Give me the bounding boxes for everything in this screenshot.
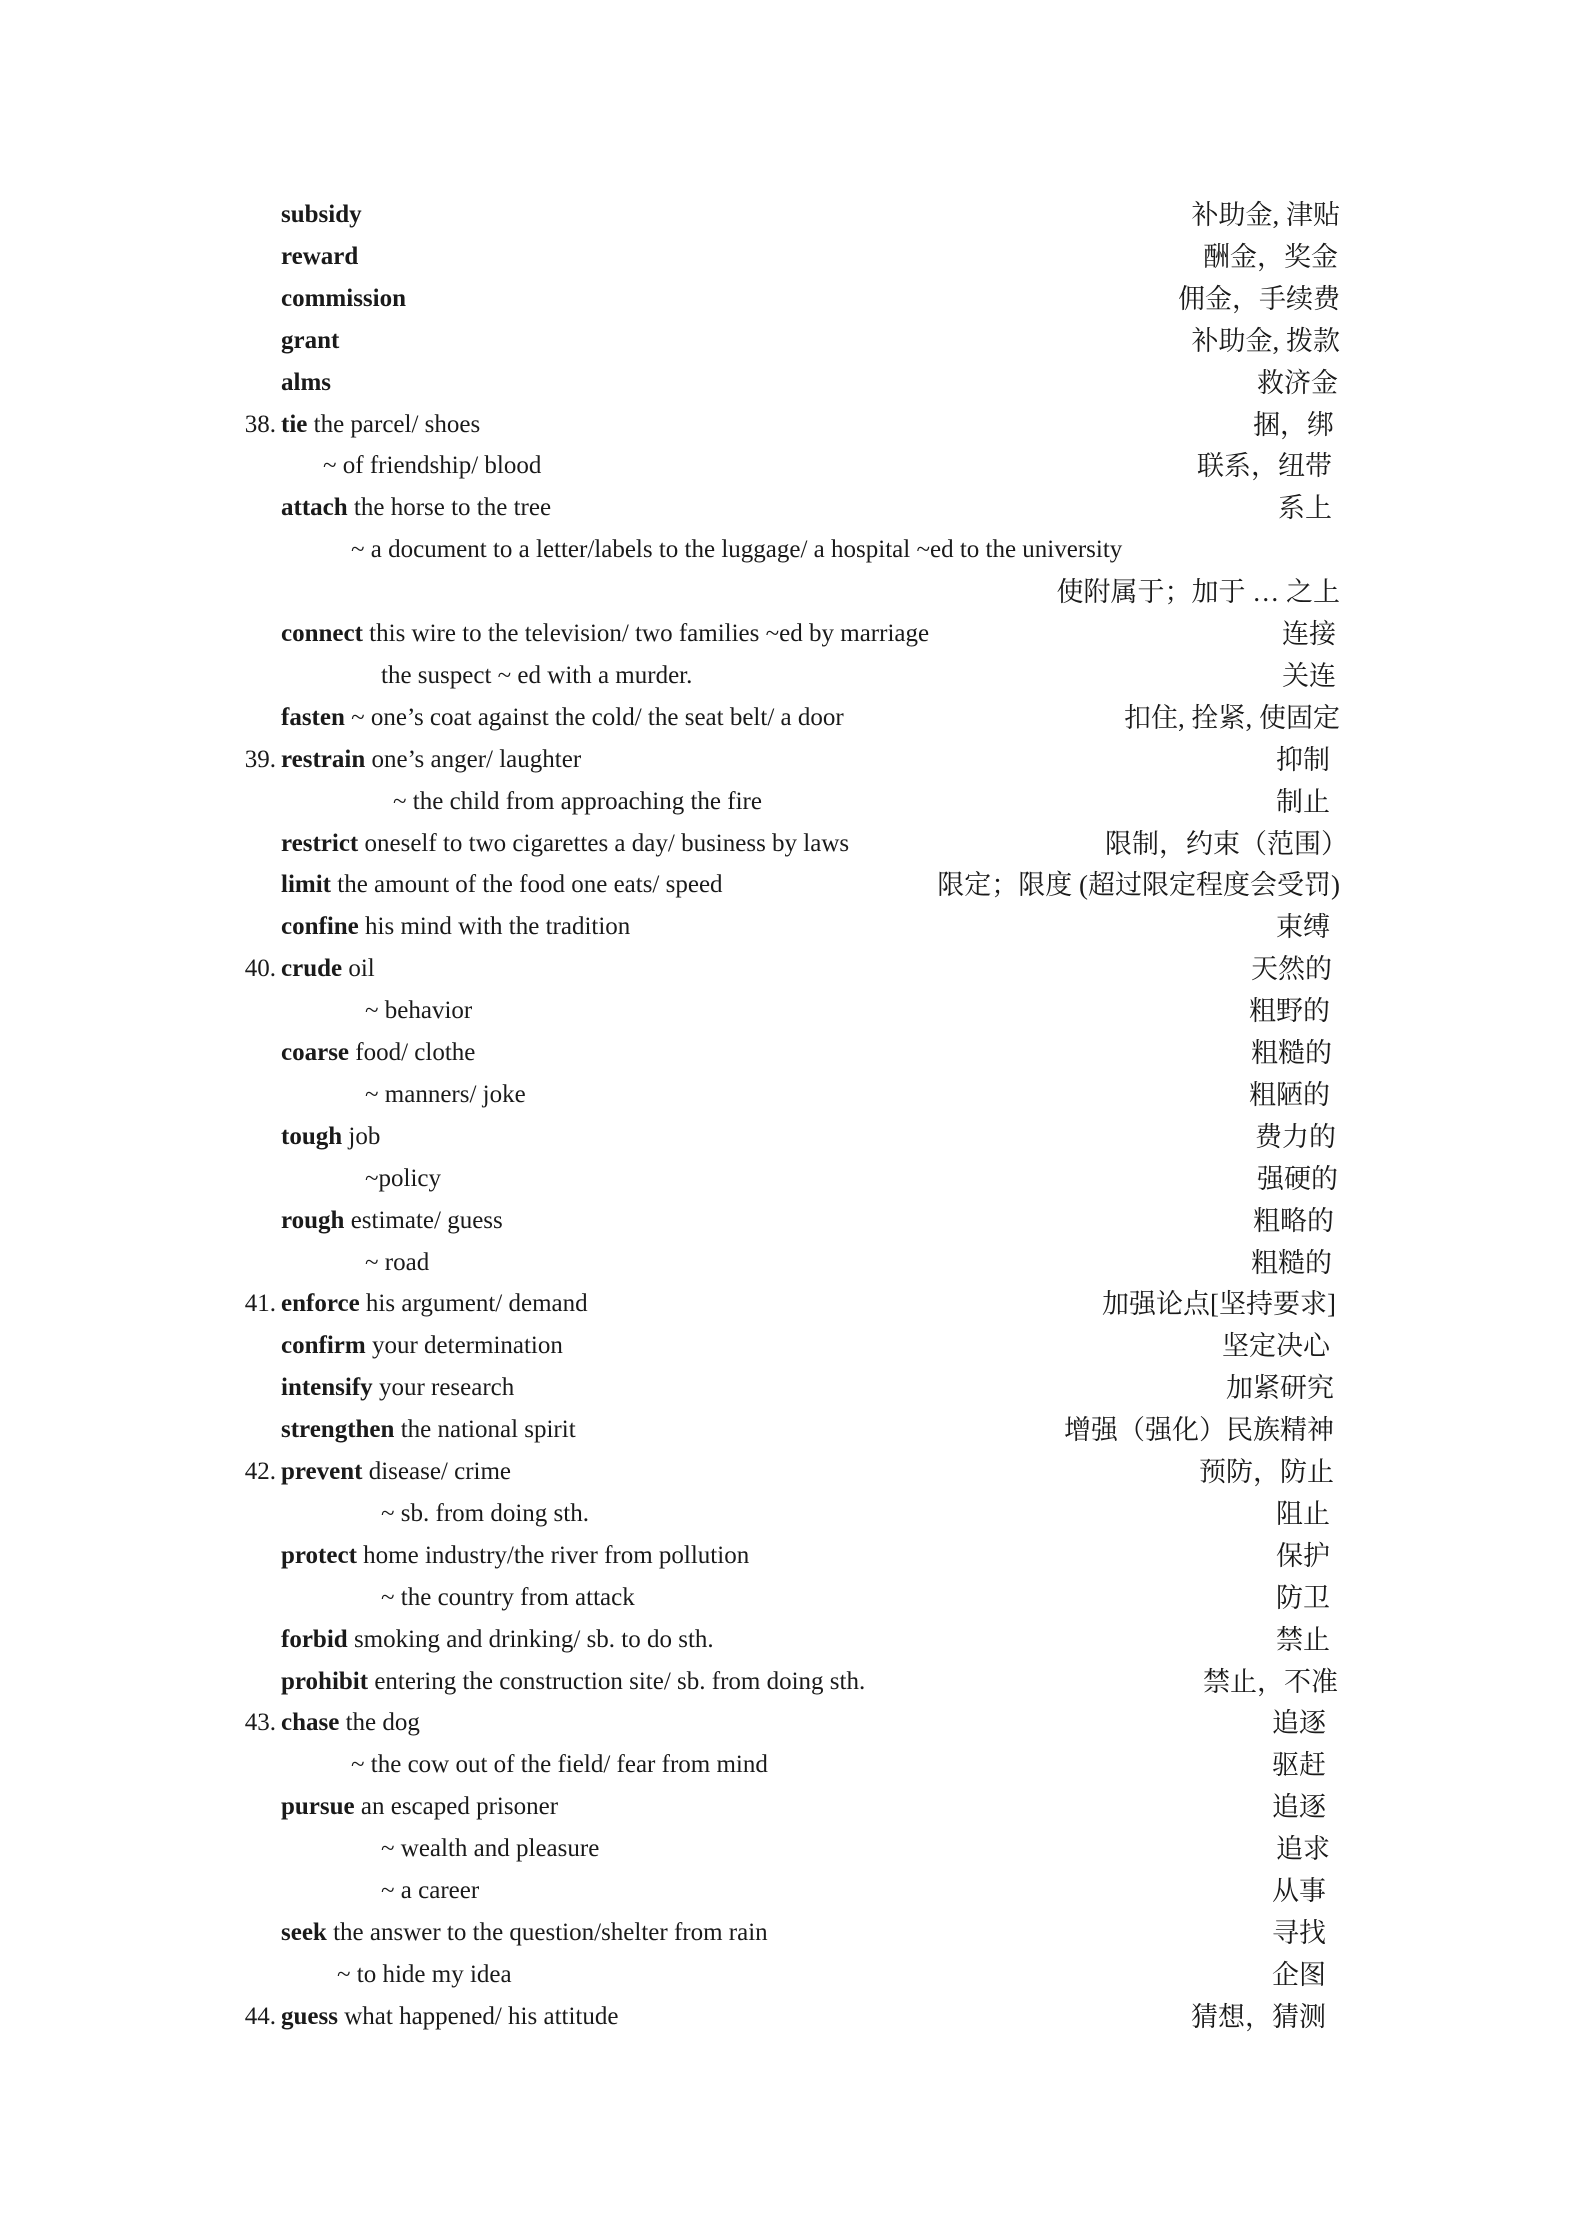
example-phrase: ~ a career <box>381 1877 480 1904</box>
entry-line <box>0 1283 1584 1325</box>
entry-line <box>0 613 1584 655</box>
entry-english <box>337 1954 512 1996</box>
example-phrase: ~ behavior <box>365 997 473 1025</box>
headword: restrain <box>281 745 366 773</box>
example-phrase: home industry/the river from pollution <box>356 1541 750 1569</box>
entry-english <box>281 404 480 446</box>
entry-line <box>0 990 1584 1032</box>
entry-chinese: 粗略的 <box>1253 1205 1334 1236</box>
example-phrase: ~ of friendship/ blood <box>323 452 542 480</box>
headword: limit <box>281 871 331 899</box>
entry-line <box>0 1116 1584 1158</box>
example-phrase: ~ sb. from doing sth. <box>381 1499 589 1527</box>
entry-english <box>281 1702 420 1744</box>
entry-line <box>0 1158 1584 1200</box>
entry-number: 38. <box>244 410 276 438</box>
entry-chinese: 阻止 <box>1276 1498 1330 1529</box>
entry-chinese: 增强（强化）民族精神 <box>1064 1415 1334 1446</box>
entry-english <box>381 1493 589 1535</box>
example-phrase: oil <box>342 955 375 983</box>
entry-line <box>0 739 1584 781</box>
entry-chinese: 防卫 <box>1276 1582 1330 1613</box>
example-phrase: what happened/ his attitude <box>337 2002 619 2030</box>
entry-english <box>281 236 358 278</box>
entry-number: 43. <box>244 1709 276 1737</box>
example-phrase: ~ manners/ joke <box>365 1080 526 1108</box>
example-phrase: ~ one’s coat against the cold/ the seat belt/ a door <box>344 703 844 731</box>
headword: strengthen <box>281 1416 395 1444</box>
entry-english <box>281 823 849 865</box>
example-phrase: disease/ crime <box>362 1458 512 1485</box>
example-phrase: ~ to hide my idea <box>337 1960 512 1988</box>
entry-english <box>381 1828 599 1870</box>
entry-chinese: 强硬的 <box>1257 1163 1338 1194</box>
entry-line <box>0 1200 1584 1242</box>
entry-chinese: 粗糙的 <box>1251 1247 1332 1278</box>
entry-english <box>281 1996 618 2038</box>
entry-english <box>381 655 692 697</box>
entry-english <box>281 1535 749 1577</box>
example-phrase: an escaped prisoner <box>354 1793 559 1821</box>
example-phrase: ~ the child from approaching the fire <box>393 787 762 815</box>
example-phrase: his mind with the tradition <box>358 913 631 941</box>
headword: chase <box>281 1709 340 1737</box>
entry-line <box>0 1577 1584 1619</box>
headword: fasten <box>281 703 345 731</box>
entry-line <box>0 906 1584 948</box>
example-phrase: the dog <box>339 1709 420 1737</box>
entry-english <box>281 320 339 362</box>
entry-chinese: 加紧研究 <box>1226 1373 1334 1404</box>
entry-line <box>0 236 1584 278</box>
example-phrase: ~policy <box>365 1164 442 1192</box>
entry-line <box>0 1786 1584 1828</box>
entry-line <box>0 1074 1584 1116</box>
entry-chinese: 救济金 <box>1257 367 1338 398</box>
entry-chinese: 追求 <box>1276 1834 1330 1865</box>
entry-english <box>281 278 406 320</box>
entry-line <box>0 781 1584 823</box>
example-phrase: this wire to the television/ two families ~ed by marriage <box>362 620 930 647</box>
entry-line <box>0 1325 1584 1367</box>
entry-line <box>0 362 1584 404</box>
entry-english <box>281 1116 380 1158</box>
entry-line <box>0 1493 1584 1535</box>
entry-line <box>0 1032 1584 1074</box>
entry-line <box>0 1870 1584 1912</box>
entry-chinese: 追逐 <box>1272 1792 1326 1823</box>
entry-chinese: 寻找 <box>1272 1917 1326 1948</box>
entry-english <box>281 864 723 906</box>
entry-line <box>0 1744 1584 1786</box>
headword: restrict <box>281 829 359 857</box>
entry-line <box>0 948 1584 990</box>
entry-chinese: 关连 <box>1282 660 1336 691</box>
entry-chinese: 从事 <box>1272 1876 1326 1906</box>
entry-chinese: 坚定决心 <box>1222 1331 1330 1362</box>
entry-line <box>0 445 1584 487</box>
entry-english <box>281 1283 588 1325</box>
example-phrase: the answer to the question/shelter from rain <box>326 1918 768 1946</box>
entry-chinese: 补助金, 津贴 <box>1191 200 1340 230</box>
example-phrase: ~ wealth and pleasure <box>381 1835 600 1863</box>
entry-line <box>0 529 1584 571</box>
entry-english <box>365 1242 429 1284</box>
example-phrase: smoking and drinking/ sb. to do sth. <box>347 1625 714 1653</box>
entry-english <box>281 1200 503 1242</box>
entry-chinese: 制止 <box>1276 786 1330 817</box>
entry-line <box>0 404 1584 446</box>
entry-chinese: 加强论点[坚持要求] <box>1102 1289 1336 1320</box>
entry-english <box>281 613 929 655</box>
entry-chinese: 扣住, 拴紧, 使固定 <box>1124 702 1340 733</box>
example-phrase: ~ the cow out of the field/ fear from mind <box>351 1751 768 1779</box>
entry-line <box>0 194 1584 236</box>
headword: connect <box>281 620 363 647</box>
entry-chinese: 限制，约束（范围） <box>1105 828 1348 859</box>
entry-number: 39. <box>244 745 276 773</box>
entry-english <box>281 362 331 404</box>
entry-chinese: 保护 <box>1276 1540 1330 1571</box>
entry-chinese: 粗陋的 <box>1249 1079 1330 1110</box>
example-phrase: your determination <box>365 1332 563 1360</box>
example-phrase: estimate/ guess <box>344 1206 503 1234</box>
entry-english <box>281 948 375 990</box>
headword: subsidy <box>281 201 362 228</box>
entry-number: 40. <box>244 955 276 983</box>
entry-chinese: 禁止 <box>1276 1624 1330 1655</box>
entry-english <box>281 1661 865 1703</box>
entry-english <box>393 781 762 823</box>
headword: protect <box>281 1541 357 1569</box>
entry-english <box>323 445 541 487</box>
entry-english <box>281 1032 475 1074</box>
entry-english <box>281 1409 576 1451</box>
entry-chinese: 粗糙的 <box>1251 1038 1332 1068</box>
example-phrase: food/ clothe <box>349 1039 476 1066</box>
entry-line <box>0 1702 1584 1744</box>
headword: grant <box>281 326 340 354</box>
headword: pursue <box>281 1793 355 1821</box>
example-phrase: ~ road <box>365 1248 430 1276</box>
entry-english <box>365 990 472 1032</box>
entry-number: 41. <box>244 1290 276 1318</box>
headword: guess <box>281 2002 338 2030</box>
entry-english <box>281 1912 768 1954</box>
entry-english <box>365 1158 441 1200</box>
headword: reward <box>281 242 359 270</box>
example-phrase: the horse to the tree <box>347 494 552 522</box>
entry-number: 44. <box>244 2002 276 2030</box>
headword: tough <box>281 1122 343 1150</box>
example-phrase: your research <box>372 1374 515 1402</box>
headword: attach <box>281 494 348 522</box>
entry-chinese: 天然的 <box>1251 954 1332 985</box>
entry-english <box>281 906 630 948</box>
example-phrase: job <box>342 1122 381 1150</box>
example-phrase: ~ the country from attack <box>381 1583 635 1611</box>
entry-english <box>365 1074 526 1116</box>
entry-line <box>0 487 1584 529</box>
headword: intensify <box>281 1374 373 1402</box>
entry-english <box>381 1870 479 1912</box>
entry-chinese: 酬金，奖金 <box>1203 241 1338 272</box>
headword: alms <box>281 368 331 396</box>
entry-chinese: 费力的 <box>1255 1121 1336 1152</box>
entry-chinese: 限定；限度 (超过限定程度会受罚) <box>937 870 1340 901</box>
entry-line <box>0 1409 1584 1451</box>
entry-english <box>281 697 844 739</box>
entry-chinese: 使附属于；加于 … 之上 <box>1056 577 1340 608</box>
entry-english <box>281 1786 558 1828</box>
entry-english <box>351 1744 768 1786</box>
entry-chinese: 系上 <box>1278 493 1332 524</box>
entry-english <box>281 1367 514 1409</box>
entry-line <box>0 1451 1584 1493</box>
headword: confirm <box>281 1332 366 1360</box>
example-phrase: the national spirit <box>394 1416 576 1444</box>
entry-line <box>0 571 1584 613</box>
entry-chinese: 联系，纽带 <box>1197 451 1332 482</box>
entry-english <box>381 1577 635 1619</box>
headword: prohibit <box>281 1667 369 1695</box>
entry-line <box>0 1954 1584 1996</box>
entry-line <box>0 1367 1584 1409</box>
example-phrase: oneself to two cigarettes a day/ business by laws <box>358 829 850 857</box>
entry-english <box>281 1325 563 1367</box>
example-phrase: ~ a document to a letter/labels to the luggage/ a hospital ~ed to the university <box>351 536 1123 564</box>
entry-english <box>281 1619 714 1661</box>
entry-line <box>0 1661 1584 1703</box>
entry-chinese: 捆，绑 <box>1253 409 1334 440</box>
headword: coarse <box>281 1039 350 1066</box>
entry-chinese: 驱赶 <box>1272 1750 1326 1781</box>
example-phrase: the amount of the food one eats/ speed <box>331 871 723 899</box>
example-phrase: entering the construction site/ sb. from doing sth. <box>368 1667 866 1695</box>
entry-english <box>281 1451 511 1493</box>
entry-line <box>0 1996 1584 2038</box>
entry-chinese: 连接 <box>1282 619 1336 649</box>
headword: forbid <box>281 1625 348 1653</box>
example-phrase: one’s anger/ laughter <box>365 745 582 773</box>
entry-chinese: 企图 <box>1272 1959 1326 1990</box>
entry-chinese: 预防，防止 <box>1199 1457 1334 1487</box>
example-phrase: his argument/ demand <box>359 1290 588 1318</box>
headword: crude <box>281 955 343 983</box>
example-phrase: the suspect ~ ed with a murder. <box>381 661 693 689</box>
headword: rough <box>281 1206 345 1234</box>
headword: commission <box>281 284 406 312</box>
entry-english <box>281 194 362 236</box>
entry-english <box>281 739 581 781</box>
entry-line <box>0 655 1584 697</box>
entry-chinese: 猜想，猜测 <box>1191 2001 1326 2032</box>
entry-line <box>0 864 1584 906</box>
entry-line <box>0 1619 1584 1661</box>
entry-chinese: 佣金，手续费 <box>1178 283 1340 314</box>
headword: prevent <box>281 1458 363 1485</box>
headword: enforce <box>281 1290 360 1318</box>
entry-line <box>0 320 1584 362</box>
entry-line <box>0 1535 1584 1577</box>
entry-english <box>281 487 551 529</box>
entry-chinese: 束缚 <box>1276 912 1330 943</box>
entry-line <box>0 697 1584 739</box>
example-phrase: the parcel/ shoes <box>307 410 481 438</box>
entry-line <box>0 823 1584 865</box>
headword: seek <box>281 1918 327 1946</box>
entry-chinese: 禁止，不准 <box>1203 1666 1338 1697</box>
entry-chinese: 追逐 <box>1272 1708 1326 1739</box>
headword: tie <box>281 410 308 438</box>
headword: confine <box>281 913 359 941</box>
entry-line <box>0 1912 1584 1954</box>
entry-line <box>0 1828 1584 1870</box>
entry-line <box>0 278 1584 320</box>
entry-chinese: 补助金, 拨款 <box>1191 325 1340 356</box>
entry-chinese: 抑制 <box>1276 744 1330 775</box>
entry-chinese: 粗野的 <box>1249 996 1330 1027</box>
entry-number: 42. <box>244 1458 276 1485</box>
entry-english <box>351 529 1122 571</box>
entry-line <box>0 1242 1584 1284</box>
